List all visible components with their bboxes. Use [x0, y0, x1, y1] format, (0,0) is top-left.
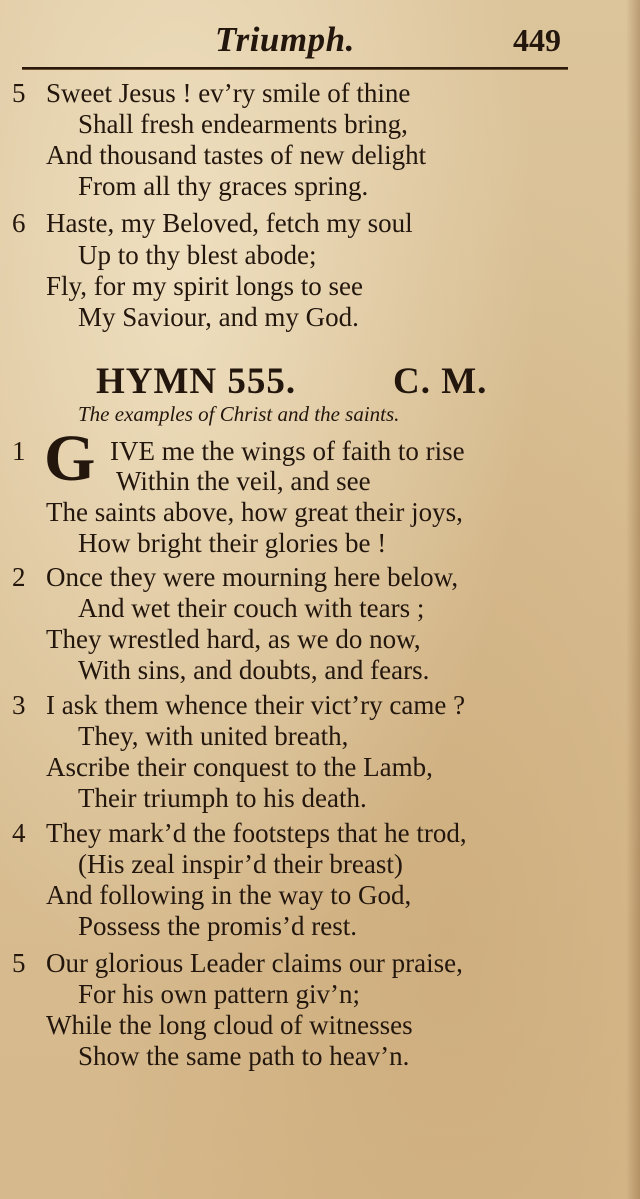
verse-line: And thousand tastes of new delight — [46, 140, 427, 170]
verse-number: 2 — [12, 562, 26, 592]
verse-number: 3 — [12, 690, 26, 720]
verse-line: IVE me the wings of faith to rise — [110, 436, 465, 466]
verse-line: With sins, and doubts, and fears. — [78, 655, 430, 685]
running-head: Triumph. — [215, 20, 355, 59]
verse-line: Our glorious Leader claims our praise, — [46, 948, 463, 978]
verse-line: The saints above, how great their joys, — [46, 497, 463, 527]
verse-line: Ascribe their conquest to the Lamb, — [46, 752, 433, 782]
hymn-meter: C. M. — [393, 361, 488, 402]
verse-line: Within the veil, and see — [116, 466, 371, 496]
hymn-title: HYMN 555. — [96, 361, 297, 402]
verse-line: For his own pattern giv’n; — [78, 979, 360, 1009]
verse-line: I ask them whence their vict’ry came ? — [46, 690, 466, 720]
verse-line: And wet their couch with tears ; — [78, 593, 425, 623]
verse-line: (His zeal inspir’d their breast) — [78, 849, 403, 879]
verse-line: And following in the way to God, — [46, 880, 412, 910]
verse-line: Their triumph to his death. — [78, 783, 367, 813]
verse-number: 5 — [12, 78, 26, 108]
verse-line: From all thy graces spring. — [78, 171, 369, 201]
verse-number: 5 — [12, 948, 26, 978]
verse-number: 1 — [12, 436, 26, 466]
verse-line: Shall fresh endearments bring, — [78, 109, 408, 139]
hymn-subtitle: The examples of Christ and the saints. — [78, 402, 400, 426]
verse-line: Up to thy blest abode; — [78, 240, 317, 270]
verse-line: Possess the promis’d rest. — [78, 911, 357, 941]
verse-line: Sweet Jesus ! ev’ry smile of thine — [46, 78, 411, 108]
page-edge-shadow — [626, 0, 640, 1199]
verse-number: 6 — [12, 208, 26, 238]
verse-line: Haste, my Beloved, fetch my soul — [46, 208, 413, 238]
drop-cap: G — [44, 422, 96, 495]
verse-line: They wrestled hard, as we do now, — [46, 624, 421, 654]
verse-line: While the long cloud of witnesses — [46, 1010, 413, 1040]
verse-line: They, with united breath, — [78, 721, 349, 751]
verse-line: Once they were mourning here below, — [46, 562, 459, 592]
page-number: 449 — [513, 22, 561, 58]
verse-number: 4 — [12, 818, 26, 848]
verse-line: They mark’d the footsteps that he trod, — [46, 818, 467, 848]
verse-line: How bright their glories be ! — [78, 528, 387, 558]
header-rule — [22, 67, 568, 70]
verse-line: My Saviour, and my God. — [78, 302, 359, 332]
verse-line: Show the same path to heav’n. — [78, 1041, 410, 1071]
verse-line: Fly, for my spirit longs to see — [46, 271, 363, 301]
